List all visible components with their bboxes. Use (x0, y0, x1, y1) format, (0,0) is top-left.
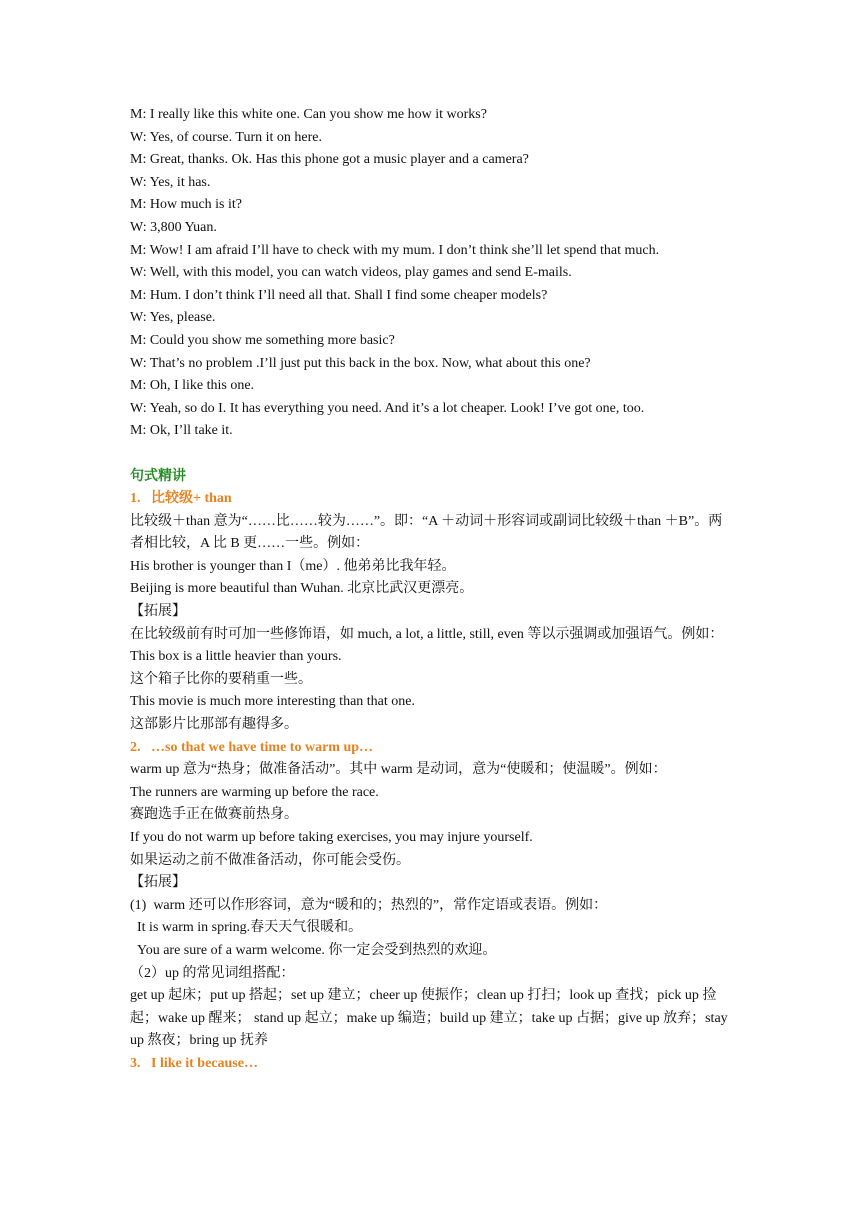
example-sentence: This movie is much more interesting than that one. (130, 694, 415, 710)
point-2 (130, 737, 735, 1053)
dialogue-line: M: Ok, I’ll take it. (130, 423, 233, 439)
point-3 (130, 1053, 735, 1076)
phrase-list: get up 起床；put up 搭起；set up 建立；cheer up 使振作；clean up 打扫；look up 查找；pick up 捡起；wake up 醒来； stand up 起立；make up 编造；build up 建立；take up 占据；give up 放弃；stay up 熬夜；bring up 抚养 (130, 988, 728, 1049)
dialogue-line: M: I really like this white one. Can you show me how it works? (130, 107, 487, 122)
dialogue-line: M: Could you show me something more basic? (130, 332, 395, 348)
expand-item: （2）up 的常见词组搭配： (130, 965, 295, 981)
dialogue-line: M: Wow! I am afraid I’ll have to check with my mum. I don’t think she’ll let spend that much. (130, 242, 660, 258)
dialogue-line: W: That’s no problem .I’ll just put this back in the box. Now, what about this one? (130, 355, 591, 371)
dialogue-line: W: Well, with this model, you can watch videos, play games and send E-mails. (130, 265, 572, 281)
dialogue-line: M: Hum. I don’t think I’ll need all that. Shall I find some cheaper models? (130, 287, 548, 303)
example-translation: 这个箱子比你的要稍重一些。 (130, 671, 312, 687)
point-1 (130, 488, 735, 737)
dialogue-line: W: Yes, please. (130, 310, 216, 326)
point-heading: 1. 比较级+ than (130, 491, 232, 507)
example-translation: 如果运动之前不做准备活动，你可能会受伤。 (130, 852, 410, 868)
example-translation: 赛跑选手正在做赛前热身。 (130, 807, 298, 823)
expand-label: 【拓展】 (130, 604, 186, 620)
example-sentence: Beijing is more beautiful than Wuhan. 北京比武汉更漂亮。 (130, 581, 474, 597)
dialogue-line: W: Yeah, so do I. It has everything you need. And it’s a lot cheaper. Look! I’ve got one, too. (130, 400, 645, 416)
point-heading: 3. I like it because… (130, 1055, 258, 1071)
dialogue-line: M: Great, thanks. Ok. Has this phone got a music player and a camera? (130, 152, 529, 168)
example-sentence: It is warm in spring.春天天气很暖和。 (137, 920, 363, 936)
point-explanation: warm up 意为“热身；做准备活动”。其中 warm 是动词，意为“使暖和；使温暖”。例如： (130, 762, 667, 778)
expand-label: 【拓展】 (130, 875, 186, 891)
example-sentence: His brother is younger than I（me）. 他弟弟比我年轻。 (130, 558, 456, 574)
point-explanation: 比较级＋than 意为“……比……较为……”。即：“A ＋动词＋形容词或副词比较级＋than ＋B”。两者相比较，A 比 B 更……一些。例如： (130, 513, 723, 552)
example-sentence: If you do not warm up before taking exercises, you may injure yourself. (130, 830, 533, 845)
dialogue-line: W: 3,800 Yuan. (130, 219, 217, 235)
section-title: 句式精讲 (130, 468, 186, 484)
example-sentence: The runners are warming up before the race. (130, 784, 379, 800)
dialogue-line: W: Yes, of course. Turn it on here. (130, 129, 322, 145)
dialogue-line: M: Oh, I like this one. (130, 378, 255, 394)
dialogue-line: W: Yes, it has. (130, 174, 211, 190)
point-heading: 2. …so that we have time to warm up… (130, 739, 374, 755)
expand-item: (1) warm 还可以作形容词，意为“暖和的；热烈的”，常作定语或表语。例如： (130, 897, 608, 913)
dialogue (130, 104, 735, 443)
example-sentence: This box is a little heavier than yours. (130, 649, 342, 665)
expand-text: 在比较级前有时可加一些修饰语，如 much, a lot, a little, still, even 等以示强调或加强语气。例如： (130, 626, 724, 642)
blank-line (130, 443, 735, 466)
example-translation: 这部影片比那部有趣得多。 (130, 717, 298, 733)
document-page (130, 104, 735, 1076)
example-sentence: You are sure of a warm welcome. 你一定会受到热烈的欢迎。 (137, 942, 497, 958)
dialogue-line: M: How much is it? (130, 197, 242, 213)
